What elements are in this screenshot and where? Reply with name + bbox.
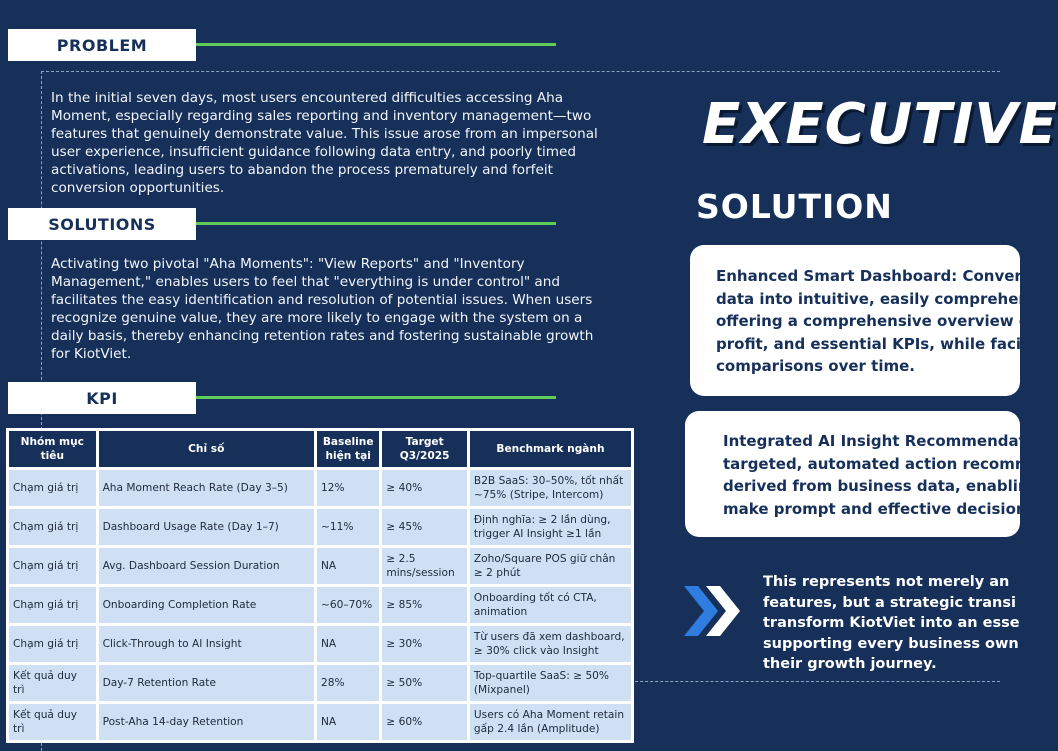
double-chevron-right-icon (684, 586, 740, 636)
dashed-guide-horizontal (41, 71, 1000, 72)
table-cell: NA (317, 548, 379, 584)
kpi-header-cell: Chỉ số (99, 431, 314, 467)
kpi-header-cell: Nhóm mục tiêu (9, 431, 96, 467)
table-cell: Users có Aha Moment retain gấp 2.4 lần (Amplitude) (470, 704, 631, 740)
closing-line: their growth journey. (763, 656, 937, 672)
table-cell: Chạm giá trị (9, 548, 96, 584)
card-line: profit, and essential KPIs, while facil (716, 334, 1027, 353)
table-row (9, 548, 631, 584)
table-cell: Onboarding tốt có CTA, animation (470, 587, 631, 623)
solutions-heading-line (196, 222, 556, 225)
table-cell: Chạm giá trị (9, 470, 96, 506)
table-cell: Chạm giá trị (9, 587, 96, 623)
table-cell: ≥ 45% (382, 509, 467, 545)
closing-statement (763, 572, 1020, 675)
table-cell: Zoho/Square POS giữ chân ≥ 2 phút (470, 548, 631, 584)
closing-line: features, but a strategic transi (763, 594, 1016, 611)
problem-heading: PROBLEM (8, 29, 196, 61)
kpi-heading-line (196, 396, 556, 399)
table-cell: NA (317, 704, 379, 740)
card-line: targeted, automated action recomm (723, 454, 1031, 473)
card-line: data into intuitive, easily comprehen (716, 289, 1030, 308)
table-row (9, 587, 631, 623)
table-cell: ≥ 30% (382, 626, 467, 662)
card-line: derived from business data, enablin (723, 477, 1029, 495)
table-cell: ≥ 50% (382, 665, 467, 701)
table-cell: ≥ 2.5 mins/session (382, 548, 467, 584)
closing-line: This represents not merely an (763, 574, 1010, 590)
table-cell: Onboarding Completion Rate (99, 587, 314, 623)
kpi-header-cell: Benchmark ngành (470, 431, 631, 467)
solutions-heading: SOLUTIONS (8, 208, 196, 240)
table-row (9, 626, 631, 662)
table-row (9, 470, 631, 506)
table-cell: ≥ 85% (382, 587, 467, 623)
table-cell: Aha Moment Reach Rate (Day 3–5) (99, 470, 314, 506)
table-cell: ~60–70% (317, 587, 379, 623)
dashed-guide-bottom (620, 681, 1000, 682)
kpi-header-cell: Baseline hiện tại (317, 431, 379, 467)
table-cell: B2B SaaS: 30–50%, tốt nhất ~75% (Stripe, Intercom) (470, 470, 631, 506)
table-cell: ≥ 40% (382, 470, 467, 506)
table-cell: Dashboard Usage Rate (Day 1–7) (99, 509, 314, 545)
kpi-table (6, 428, 634, 743)
table-cell: Avg. Dashboard Session Duration (99, 548, 314, 584)
solution-subtitle: SOLUTION (696, 187, 893, 226)
table-cell: 28% (317, 665, 379, 701)
table-cell: Từ users đã xem dashboard, ≥ 30% click vào Insight (470, 626, 631, 662)
ai-insight-card (685, 411, 1031, 537)
executive-title: EXECUTIVE (702, 92, 1058, 157)
problem-text: In the initial seven days, most users encountered difficulties accessing Aha Moment, especially regarding sales reporting and inventory management—two features that genuinely demonstrate value. This issue arose from an impersonal user experience, insufficient guidance following data entry, and poorly timed activations, leading users to abandon the process prematurely and forfeit conversion opportunities. (51, 90, 598, 196)
kpi-heading: KPI (8, 382, 196, 414)
kpi-table-header-row (9, 431, 631, 467)
closing-line: supporting every business own (763, 635, 1019, 652)
table-row (9, 704, 631, 740)
card-line: comparisons over time. (716, 357, 915, 375)
problem-heading-line (196, 43, 556, 46)
table-cell: Post-Aha 14-day Retention (99, 704, 314, 740)
solutions-text: Activating two pivotal "Aha Moments": "View Reports" and "Inventory Management," enables users to feel that "everything is under control" and facilitates the easy identification and resolution of potential issues. When users recognize genuine value, they are more likely to engage with the system on a daily basis, thereby enhancing retention rates and fostering sustainable growth for KiotViet. (51, 256, 594, 362)
table-cell: Định nghĩa: ≥ 2 lần dùng, trigger AI Insight ≥1 lần (470, 509, 631, 545)
table-cell: NA (317, 626, 379, 662)
table-row (9, 509, 631, 545)
card-line: make prompt and effective decision (723, 499, 1027, 518)
table-cell: Chạm giá trị (9, 626, 96, 662)
table-cell: Chạm giá trị (9, 509, 96, 545)
closing-line: transform KiotViet into an esse (763, 615, 1020, 631)
card-line: Enhanced Smart Dashboard: Conver (716, 267, 1022, 285)
smart-dashboard-card (690, 245, 1030, 396)
table-row (9, 665, 631, 701)
table-cell: Click-Through to AI Insight (99, 626, 314, 662)
table-cell: Kết quả duy trì (9, 665, 96, 701)
card-line: Integrated AI Insight Recommendat (723, 432, 1026, 450)
table-cell: Top-quartile SaaS: ≥ 50% (Mixpanel) (470, 665, 631, 701)
table-cell: ≥ 60% (382, 704, 467, 740)
card-line: offering a comprehensive overview o (716, 312, 1030, 330)
kpi-header-cell: Target Q3/2025 (382, 431, 467, 467)
table-cell: Kết quả duy trì (9, 704, 96, 740)
table-cell: Day-7 Retention Rate (99, 665, 314, 701)
table-cell: ~11% (317, 509, 379, 545)
table-cell: 12% (317, 470, 379, 506)
